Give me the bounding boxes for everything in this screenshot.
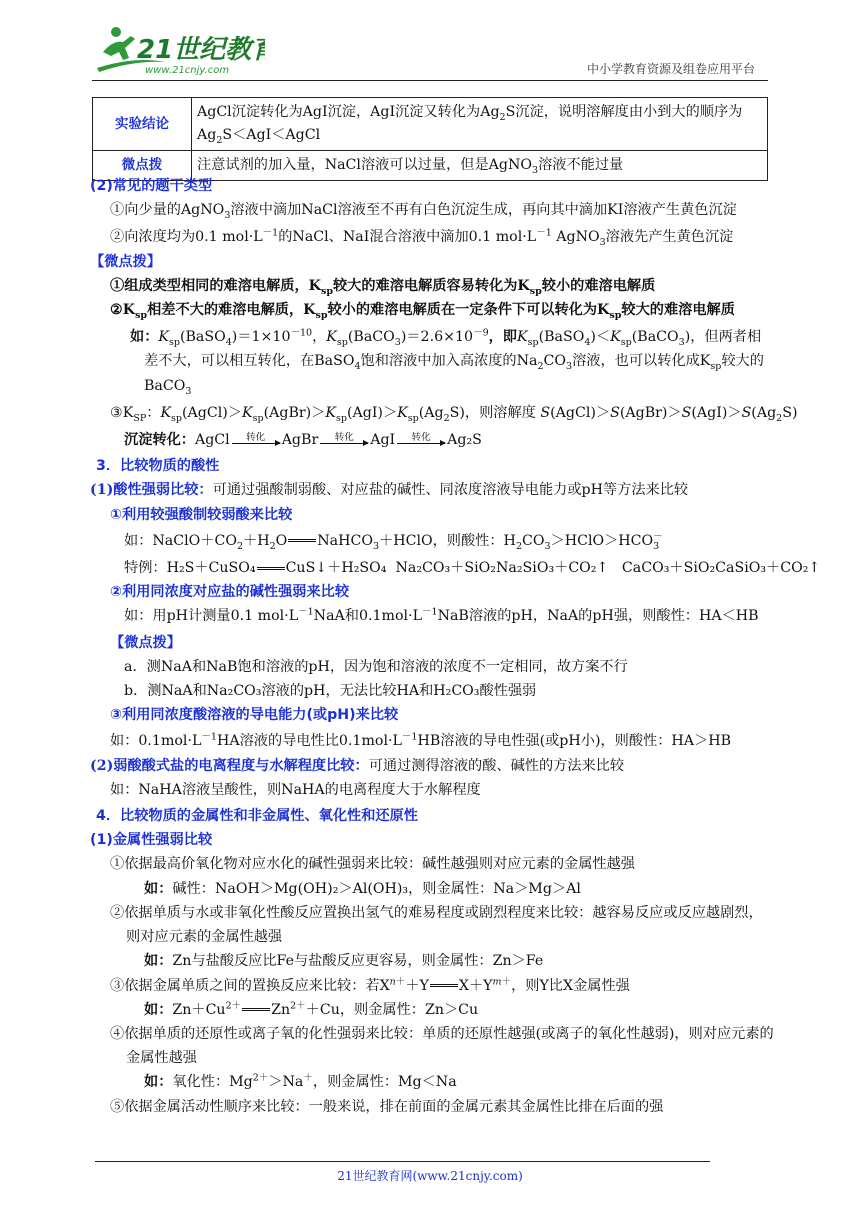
rule-3-example: 如：$Zn+Cu^{2+}$ $Zn^{2+}+Cu$，则金属性：Zn＞Cu: [144, 999, 479, 1018]
header-divider: [92, 80, 768, 81]
rule-3: ③依据金属单质之间的置换反应来比较：若$X^{n+}+Y$ $X+Y^{m+}$，则Y比X金属性强: [110, 975, 630, 994]
question-type-1: ①向少量的AgNO$_3$溶液中滴加NaCl溶液至不再有白色沉淀生成，再向其中滴加KI溶液产生黄色沉淀: [110, 202, 737, 222]
logo-url: www.21cnjy.com: [145, 65, 230, 76]
question-type-2: ②向浓度均为0.1 $mol\cdot L^{-1}$的NaCl、NaI混合溶液中滴加0.1 $mol\cdot L^{-1}$ AgNO$_3$溶液先产生黄色沉淀: [110, 227, 734, 249]
logo-runner-icon: [95, 22, 265, 78]
special-cases: 特例：H₂S＋CuSO₄ CuS↓＋H₂SO₄ Na₂CO₃＋SiO₂Na₂SiO₃＋CO₂↑ CaCO₃＋SiO₂CaSiO₃＋CO₂↑: [124, 560, 821, 577]
footer-divider: [95, 1161, 710, 1162]
precipitate-conversion: 沉淀转化：AgCl 转化 AgBr 转化 AgI 转化 Ag₂S: [124, 432, 482, 449]
table-value-conclusion: AgCl沉淀转化为AgI沉淀，AgI沉淀又转化为$Ag_2S$沉淀，说明溶解度由小到大的顺序为$Ag_2S<AgI<AgCl$: [192, 98, 768, 151]
acid-strength-compare: (1)酸性强弱比较：可通过强酸制弱酸、对应盐的碱性、同浓度溶液导电能力或pH等方法来比较: [90, 482, 689, 499]
rule-1-example: 如：碱性：NaOH＞Mg(OH)₂＞Al(OH)₃，则金属性：Na＞Mg＞Al: [144, 880, 581, 897]
experiment-table: [92, 97, 768, 181]
footer-link[interactable]: 21世纪教育网(www.21cnjy.com): [337, 1169, 523, 1183]
table-value-tip: 注意试剂的加入量，NaCl溶液可以过量，但是AgNO$_3$溶液不能过量: [192, 151, 768, 181]
tip-heading: 【微点拨】: [90, 253, 161, 270]
rule-4: ④依据单质的还原性或离子氧的化性强弱来比较：单质的还原性越强(或离子的氧化性越弱)，则对应元素的金属性越强: [110, 1025, 774, 1067]
tip-4-b: b．测NaA和Na₂CO₃溶液的pH，无法比较HA和H₂CO₃酸性强弱: [124, 683, 537, 700]
conversion-arrow-icon: 转化: [232, 432, 280, 448]
header-platform-name: 中小学教育资源及组卷应用平台: [586, 62, 755, 76]
method-1-title: ①利用较强酸制较弱酸来比较: [110, 506, 293, 523]
rule-4-example: 如：氧化性：$Mg^{2+}>Na^+$，则金属性：Mg＜Na: [144, 1072, 457, 1091]
rule-2-example: 如：Zn与盐酸反应比Fe与盐酸反应更容易，则金属性：Zn＞Fe: [144, 953, 544, 970]
acid-salt-compare: (2)弱酸酸式盐的电离程度与水解程度比较：可通过测得溶液的酸、碱性的方法来比较: [90, 757, 625, 774]
tip-1: ①组成类型相同的难溶电解质，$K_{sp}$较大的难溶电解质容易转化为$K_{sp}$较小的难溶电解质: [110, 277, 656, 297]
tip-2: $②K_{sp}$相差不大的难溶电解质，$K_{sp}$较小的难溶电解质在一定条件下可以转化为$K_{sp}$较大的难溶电解质: [110, 302, 735, 321]
rule-1: ①依据最高价氧化物对应水化的碱性强弱来比较：碱性越强则对应元素的金属性越强: [110, 856, 635, 873]
main-content: [90, 174, 821, 1119]
conversion-arrow-icon: 转化: [397, 432, 445, 448]
section-4-title: 4．比较物质的金属性和非金属性、氧化性和还原性: [96, 808, 418, 825]
tip-3: $③K_{SP}$：$K_{sp}(AgCl)>K_{sp}(AgBr)>K_{sp}(AgI)>K_{sp}(Ag_2S)$，则溶解度 $S(AgCl)>S(AgBr)>S(AgI)>S(Ag_2S)$: [110, 404, 798, 424]
site-logo[interactable]: [95, 22, 265, 78]
metallicity-heading: (1)金属性强弱比较: [90, 832, 213, 849]
section-3-title: 3．比较物质的酸性: [96, 458, 220, 475]
tip-heading-2: 【微点拨】: [110, 634, 181, 651]
tip-4-a: a．测NaA和NaB饱和溶液的pH，因为饱和溶液的浓度不一定相同，故方案不行: [124, 658, 628, 675]
method-3-title: ③利用同浓度酸溶液的导电能力(或pH)来比较: [110, 707, 399, 724]
method-2-example: 如：用pH计测量0.1 $mol\cdot L^{-1}NaA$和$0.1mol\cdot L^{-1}NaB$溶液的pH，NaA的pH强，则酸性：HA＜HB: [124, 606, 759, 625]
rule-2: ②依据单质与水或非氧化性酸反应置换出氢气的难易程度或剧烈程度来比较：越容易反应或反应越剧烈，则对应元素的金属性越强: [110, 904, 763, 946]
method-1-example: 如：$NaClO+CO_2+H_2O$ NaHCO$_3$＋HClO，则酸性：$H_2CO_3>HClO>HCO_3^-$: [124, 531, 663, 552]
table-key-tip: 微点拨: [93, 151, 192, 181]
table-key-conclusion: 实验结论: [93, 98, 192, 151]
tip-2-example: 如：$K_{sp}(BaSO_4)=1\times 10^{-10}$，$K_{sp}(BaCO_3)=2.6\times 10^{-9}$，即$K_{sp}(BaSO_4)<K_{sp}(BaCO_3)$，但两者相差不大，可以相互转化，在BaSO$_4$饱和溶液中加入高浓度的$Na_2CO_3$溶液，也可以转化成$K_{sp}$较大的BaCO$_3$: [130, 327, 764, 397]
logo-text: 21世纪教育: [137, 35, 265, 65]
acid-salt-example: 如：NaHA溶液呈酸性，则NaHA的电离程度大于水解程度: [110, 781, 481, 798]
method-3-example: 如：$0.1mol\cdot L^{-1}HA$溶液的导电性比$0.1mol\cdot L^{-1}HB$溶液的导电性强(或pH小)，则酸性：HA＞HB: [110, 731, 732, 750]
conversion-arrow-icon: 转化: [320, 432, 368, 448]
section-heading: (2)常见的题干类型: [90, 178, 213, 194]
method-2-title: ②利用同浓度对应盐的碱性强弱来比较: [110, 584, 350, 601]
table-row: [93, 98, 768, 151]
rule-5: ⑤依据金属活动性顺序来比较：一般来说，排在前面的金属元素其金属性比排在后面的强: [110, 1098, 664, 1115]
